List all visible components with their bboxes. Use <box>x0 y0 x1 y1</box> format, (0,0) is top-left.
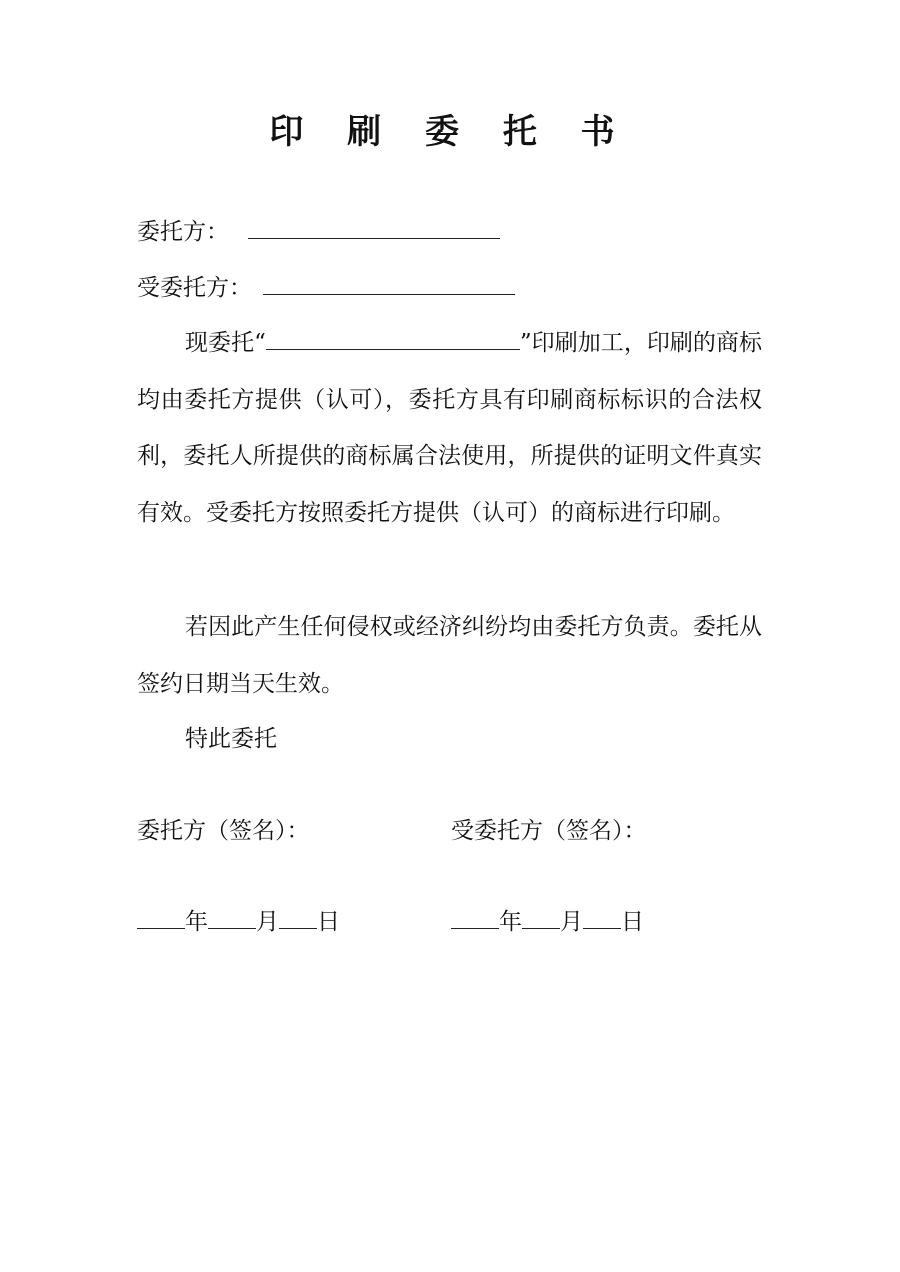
client-date <box>137 906 340 938</box>
client-year-label: 年 <box>185 909 208 935</box>
entrust-paragraph <box>137 315 762 541</box>
client-name-blank[interactable] <box>248 216 500 239</box>
contractor-name-blank[interactable] <box>263 272 515 295</box>
closing-text: 特此委托 <box>185 726 277 752</box>
contractor-signature-label: 受委托方（签名）： <box>451 818 647 844</box>
contractor-day-blank[interactable] <box>583 906 621 929</box>
liability-paragraph: 若因此产生任何侵权或经济纠纷均由委托方负责。委托从签约日期当天生效。 <box>137 614 762 697</box>
contractor-year-blank[interactable] <box>451 906 499 929</box>
document-title: 印 刷 委 托 书 <box>269 112 631 152</box>
client-line <box>137 216 500 248</box>
contractor-year-label: 年 <box>499 909 522 935</box>
contractor-month-label: 月 <box>560 909 583 935</box>
contractor-line <box>137 272 515 304</box>
client-day-label: 日 <box>317 909 340 935</box>
client-signature-label: 委托方（签名）： <box>137 818 310 844</box>
contractor-date <box>451 906 644 938</box>
contractor-label: 受委托方： <box>137 275 252 301</box>
client-year-blank[interactable] <box>137 906 185 929</box>
contractor-day-label: 日 <box>621 909 644 935</box>
client-day-blank[interactable] <box>279 906 317 929</box>
paragraph-body: ”印刷加工，印刷的商标均由委托方提供（认可），委托方具有印刷商标标识的合法权利，委托人所提供的商标属合法使用，所提供的证明文件真实有效。受委托方按照委托方提供（认可）的商标进行印刷。 <box>137 330 762 526</box>
contractor-month-blank[interactable] <box>522 906 560 929</box>
product-name-blank[interactable] <box>266 327 520 350</box>
paragraph-prefix: 现委托“ <box>185 330 266 356</box>
client-month-label: 月 <box>256 909 279 935</box>
client-label: 委托方： <box>137 219 229 245</box>
client-month-blank[interactable] <box>208 906 256 929</box>
